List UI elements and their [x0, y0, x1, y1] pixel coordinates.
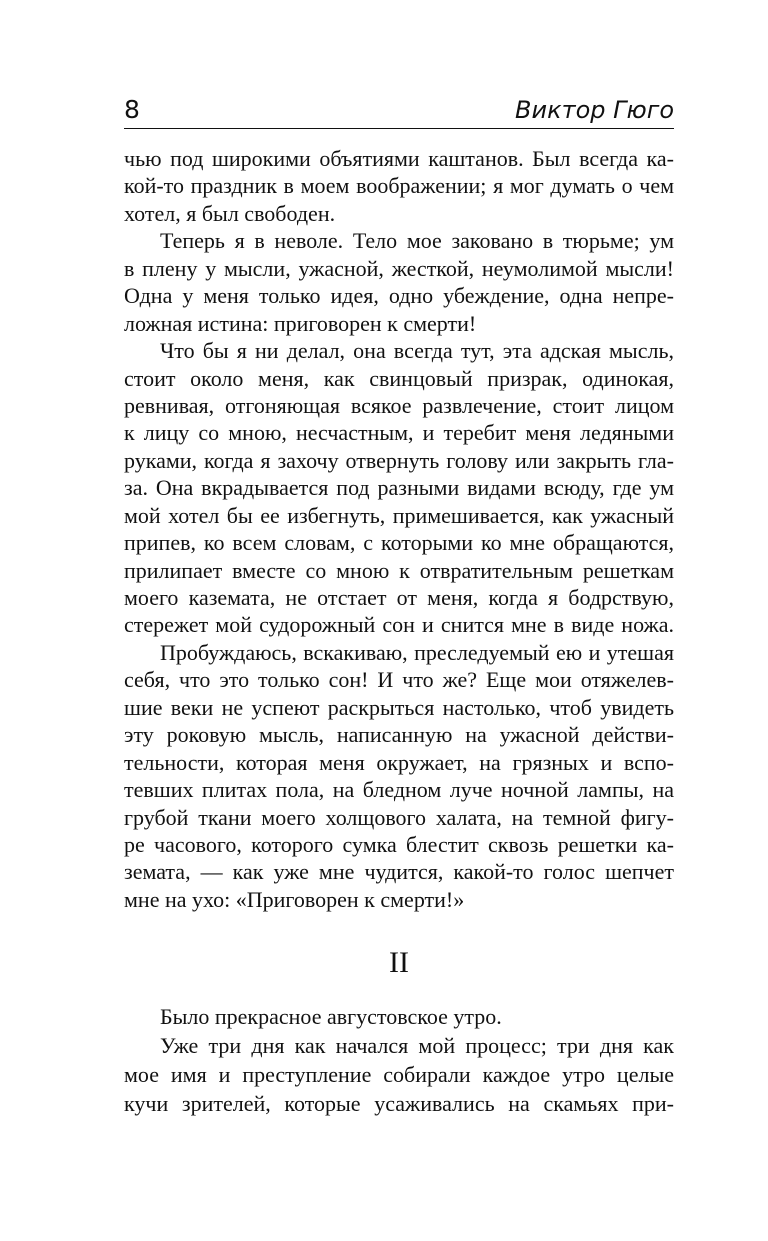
text-line: мне на ухо: «Приговорен к смерти!» [124, 886, 465, 912]
text-line: к лицу со мною, несчастным, и теребит меня ледяными [124, 420, 674, 446]
text-line: ложная истина: приговорен к смерти! [124, 310, 477, 336]
text-line: земата, — как уже мне чудится, какой-то голос шепчет [124, 859, 674, 885]
text-line: за. Она вкрадывается под разными видами всюду, где ум [124, 475, 674, 501]
body-text-section-1 [124, 145, 674, 913]
text-line: кой-то праздник в моем воображении; я мог думать о чем [124, 173, 674, 199]
page-number: 8 [124, 95, 140, 124]
text-line: тевших плитах пола, на бледном луче ночной лампы, на [124, 777, 674, 803]
text-line: припев, ко всем словам, с которыми ко мне обращаются, [124, 530, 674, 556]
text-line: прилипает вместе со мною к отвратительным решеткам [124, 557, 674, 583]
text-line: эту роковую мысль, написанную на ужасной действи- [124, 722, 674, 748]
text-line: в плену у мысли, ужасной, жесткой, неумолимой мысли! [124, 255, 674, 281]
text-line: тельности, которая меня окружает, на грязных и вспо- [124, 749, 674, 775]
chapter-heading: II [389, 946, 409, 979]
text-line: ре часового, которого сумка блестит сквозь решетки ка- [124, 831, 674, 857]
text-line: ревнивая, отгоняющая всякое развлечение, стоит лицом [124, 392, 674, 418]
body-text-section-2 [124, 1002, 674, 1118]
running-head-author: Виктор Гюго [515, 96, 674, 124]
text-line: Одна у меня только идея, одно убеждение, одна непре- [124, 283, 674, 309]
paragraph-first-line: Было прекрасное августовское утро. [160, 1004, 502, 1029]
text-line: мой хотел бы ее избегнуть, примешивается, как ужасный [124, 502, 674, 528]
running-header [124, 92, 674, 129]
text-line: кучи зрителей, которые усаживались на скамьях при- [124, 1091, 674, 1116]
paragraph-first-line: Пробуждаюсь, вскакиваю, преследуемый ею и утешая [160, 639, 674, 665]
text-line: стоит около меня, как свинцовый призрак, одинокая, [124, 365, 674, 391]
text-line: хотел, я был свободен. [124, 200, 336, 226]
paragraph-first-line: Уже три дня как начался мой процесс; три дня как [160, 1033, 674, 1058]
text-line: чью под широкими объятиями каштанов. Был всегда ка- [124, 146, 674, 171]
paragraph-first-line: Что бы я ни делал, она всегда тут, эта адская мысль, [160, 338, 674, 364]
text-line: руками, когда я захочу отвернуть голову или закрыть гла- [124, 447, 674, 473]
text-line: стережет мой судорожный сон и снится мне в виде ножа. [124, 612, 674, 638]
text-line: себя, что это только сон! И что же? Еще мои отяжелев- [124, 667, 674, 693]
text-line: мое имя и преступление собирали каждое утро целые [124, 1062, 674, 1087]
paragraph-first-line: Теперь я в неволе. Тело мое заковано в тюрьме; ум [160, 228, 674, 254]
text-line: моего каземата, не отстает от меня, когда я бодрствую, [124, 585, 674, 610]
text-line: грубой ткани моего холщового халата, на темной фигу- [124, 804, 674, 830]
text-line: шие веки не успеют раскрыться настолько, чтоб увидеть [124, 694, 674, 720]
